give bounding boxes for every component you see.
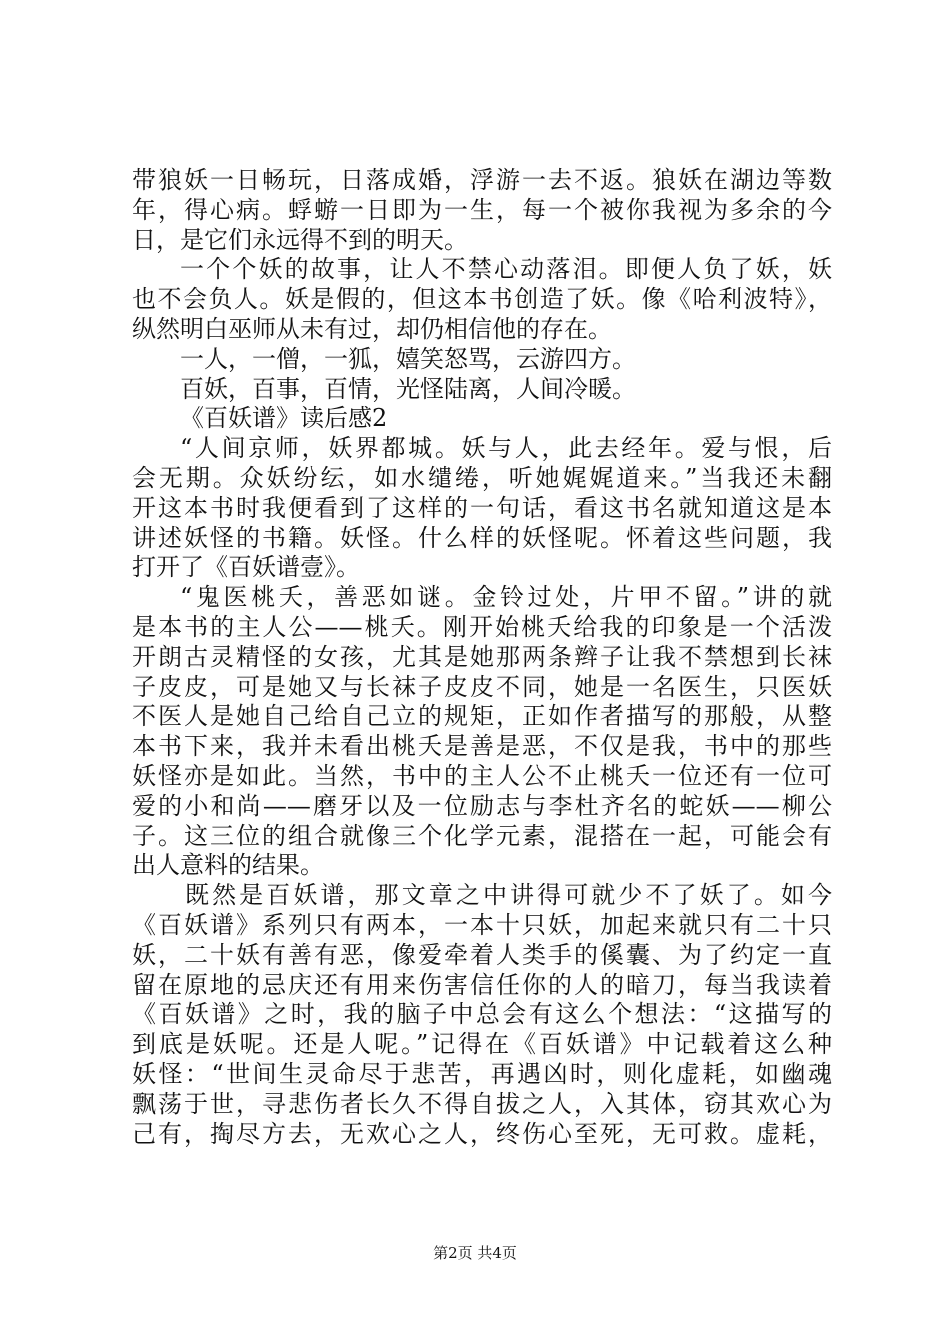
text-line: 打开了《百妖谱壹》。 (132, 553, 360, 582)
page-number-footer: 第2页 共4页 (433, 1244, 517, 1262)
text-line: 是本书的主人公——桃夭。刚开始桃夭给我的印象是一个活泼 (132, 612, 832, 641)
text-line: 出人意料的结果。 (132, 851, 324, 880)
text-line: 百妖，百事，百情，光怪陆离，人间冷暖。 (180, 374, 636, 403)
text-line: 开朗古灵精怪的女孩，尤其是她那两条辫子让我不禁想到长袜 (132, 642, 832, 671)
text-line: 妖，二十妖有善有恶，像爱牵着人类手的傒囊、为了约定一直 (132, 940, 832, 969)
text-line: 子皮皮，可是她又与长袜子皮皮不同，她是一名医生，只医妖 (132, 672, 832, 701)
text-line: 纵然明白巫师从未有过，却仍相信他的存在。 (132, 314, 612, 343)
text-line: 一个个妖的故事，让人不禁心动落泪。即便人负了妖，妖 (180, 255, 832, 284)
text-line: 飘荡于世，寻悲伤者长久不得自拔之人，入其体，窃其欢心为 (132, 1089, 832, 1118)
text-line: 到底是妖呢。还是人呢。”记得在《百妖谱》中记载着这么种 (132, 1030, 832, 1059)
text-line: 讲述妖怪的书籍。妖怪。什么样的妖怪呢。怀着这些问题，我 (132, 523, 832, 552)
text-line: 妖怪亦是如此。当然，书中的主人公不止桃夭一位还有一位可 (132, 761, 832, 790)
text-line: 不医人是她自己给自己立的规矩，正如作者描写的那般，从整 (132, 702, 832, 731)
text-line: 会无期。众妖纷纭，如水缱绻，听她娓娓道来。”当我还未翻 (132, 463, 832, 492)
text-line: 既然是百妖谱，那文章之中讲得可就少不了妖了。如今 (185, 881, 832, 910)
text-line: 妖怪：“世间生灵命尽于悲苦，再遇凶时，则化虚耗，如幽魂 (132, 1059, 832, 1088)
text-line: 年，得心病。蜉蝣一日即为一生，每一个被你我视为多余的今 (132, 195, 832, 224)
text-line: 日，是它们永远得不到的明天。 (132, 225, 468, 254)
text-line: 一人，一僧，一狐，嬉笑怒骂，云游四方。 (180, 344, 636, 373)
text-line: 也不会负人。妖是假的，但这本书创造了妖。像《哈利波特》， (132, 285, 832, 314)
document-body (132, 166, 832, 1149)
text-line: 爱的小和尚——磨牙以及一位励志与李杜齐名的蛇妖——柳公 (132, 791, 832, 820)
text-line: 《百妖谱》之时，我的脑子中总会有这么个想法：“这描写的 (132, 1000, 832, 1029)
text-line: 本书下来，我并未看出桃夭是善是恶，不仅是我，书中的那些 (132, 732, 832, 761)
text-line: 开这本书时我便看到了这样的一句话，看这书名就知道这是本 (132, 493, 832, 522)
text-line: 《百妖谱》系列只有两本，一本十只妖，加起来就只有二十只 (132, 910, 832, 939)
text-line: 留在原地的忌庆还有用来伤害信任你的人的暗刀，每当我读着 (132, 970, 832, 999)
text-line: “鬼医桃夭，善恶如谜。金铃过处，片甲不留。”讲的就 (180, 583, 832, 612)
section-heading: 《百妖谱》读后感2 (180, 404, 388, 433)
text-line: 子。这三位的组合就像三个化学元素，混搭在一起，可能会有 (132, 821, 832, 850)
text-line: “人间京师，妖界都城。妖与人，此去经年。爱与恨，后 (180, 434, 832, 463)
text-line: 己有，掏尽方去，无欢心之人，终伤心至死，无可救。虚耗， (132, 1119, 832, 1148)
text-line: 带狼妖一日畅玩，日落成婚，浮游一去不返。狼妖在湖边等数 (132, 166, 832, 194)
